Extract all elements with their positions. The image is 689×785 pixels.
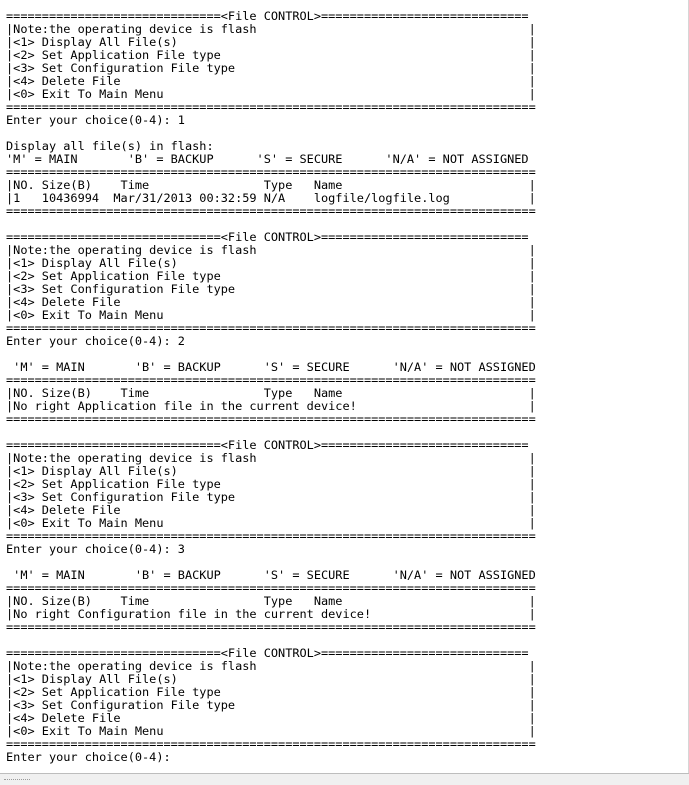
- terminal-line: Display all file(s) in flash:: [6, 139, 214, 153]
- terminal-line: 'M' = MAIN 'B' = BACKUP 'S' = SECURE 'N/A' = NOT ASSIGNED: [6, 568, 536, 582]
- terminal-line: ==========================================================================: [6, 412, 536, 426]
- terminal-line: |Note:the operating device is flash |: [6, 243, 536, 257]
- terminal-line: |<3> Set Configuration File type |: [6, 490, 536, 504]
- terminal-line: ==============================<File CONTROL>=============================: [6, 9, 529, 23]
- terminal-line: ==========================================================================: [6, 737, 536, 751]
- terminal-line: |<1> Display All File(s) |: [6, 464, 536, 478]
- terminal-line: Enter your choice(0-4): 3: [6, 542, 185, 556]
- terminal-line: ==========================================================================: [6, 321, 536, 335]
- terminal-line: 'M' = MAIN 'B' = BACKUP 'S' = SECURE 'N/A' = NOT ASSIGNED: [6, 360, 536, 374]
- terminal-line: |NO. Size(B) Time Type Name |: [6, 386, 536, 400]
- terminal-line: |<0> Exit To Main Menu |: [6, 87, 536, 101]
- terminal-line: ==============================<File CONTROL>=============================: [6, 438, 529, 452]
- terminal-line: Enter your choice(0-4):: [6, 750, 171, 764]
- terminal-line: ==========================================================================: [6, 529, 536, 543]
- terminal-line: |No right Application file in the current device! |: [6, 399, 536, 413]
- terminal-line: |<4> Delete File |: [6, 711, 536, 725]
- terminal-line: ==========================================================================: [6, 165, 536, 179]
- terminal-line: |<4> Delete File |: [6, 503, 536, 517]
- terminal-line: ==========================================================================: [6, 581, 536, 595]
- terminal-line: ==========================================================================: [6, 620, 536, 634]
- terminal-line: |No right Configuration file in the current device! |: [6, 607, 536, 621]
- terminal-line: |NO. Size(B) Time Type Name |: [6, 594, 536, 608]
- terminal-line: |<4> Delete File |: [6, 74, 536, 88]
- terminal-line: ==============================<File CONTROL>=============================: [6, 230, 529, 244]
- terminal-line: ==========================================================================: [6, 204, 536, 218]
- terminal-line: |<2> Set Application File type |: [6, 685, 536, 699]
- terminal-line: |<0> Exit To Main Menu |: [6, 308, 536, 322]
- terminal-status-strip: [0, 773, 689, 785]
- terminal-line: |<4> Delete File |: [6, 295, 536, 309]
- terminal-line: |Note:the operating device is flash |: [6, 22, 536, 36]
- terminal-line: Enter your choice(0-4): 1: [6, 113, 185, 127]
- terminal-line: |<0> Exit To Main Menu |: [6, 724, 536, 738]
- terminal-line: |<1> Display All File(s) |: [6, 35, 536, 49]
- terminal-line: |Note:the operating device is flash |: [6, 659, 536, 673]
- terminal-output: [6, 10, 536, 764]
- terminal-line: ==============================<File CONTROL>=============================: [6, 646, 529, 660]
- terminal-line: |<3> Set Configuration File type |: [6, 61, 536, 75]
- terminal-line: ==========================================================================: [6, 100, 536, 114]
- terminal-line: |<3> Set Configuration File type |: [6, 698, 536, 712]
- terminal-line: |1 10436994 Mar/31/2013 00:32:59 N/A logfile/logfile.log |: [6, 191, 536, 205]
- terminal-line: |<1> Display All File(s) |: [6, 672, 536, 686]
- resize-grip-icon: [4, 779, 30, 781]
- terminal-line: |<2> Set Application File type |: [6, 269, 536, 283]
- terminal-line: |<1> Display All File(s) |: [6, 256, 536, 270]
- terminal-line: |<2> Set Application File type |: [6, 477, 536, 491]
- terminal-line: 'M' = MAIN 'B' = BACKUP 'S' = SECURE 'N/A' = NOT ASSIGNED: [6, 152, 529, 166]
- terminal-line: |<0> Exit To Main Menu |: [6, 516, 536, 530]
- terminal-line: |NO. Size(B) Time Type Name |: [6, 178, 536, 192]
- terminal-line: |<3> Set Configuration File type |: [6, 282, 536, 296]
- terminal-line: |Note:the operating device is flash |: [6, 451, 536, 465]
- terminal-line: ==========================================================================: [6, 373, 536, 387]
- terminal-line: |<2> Set Application File type |: [6, 48, 536, 62]
- terminal-line: Enter your choice(0-4): 2: [6, 334, 185, 348]
